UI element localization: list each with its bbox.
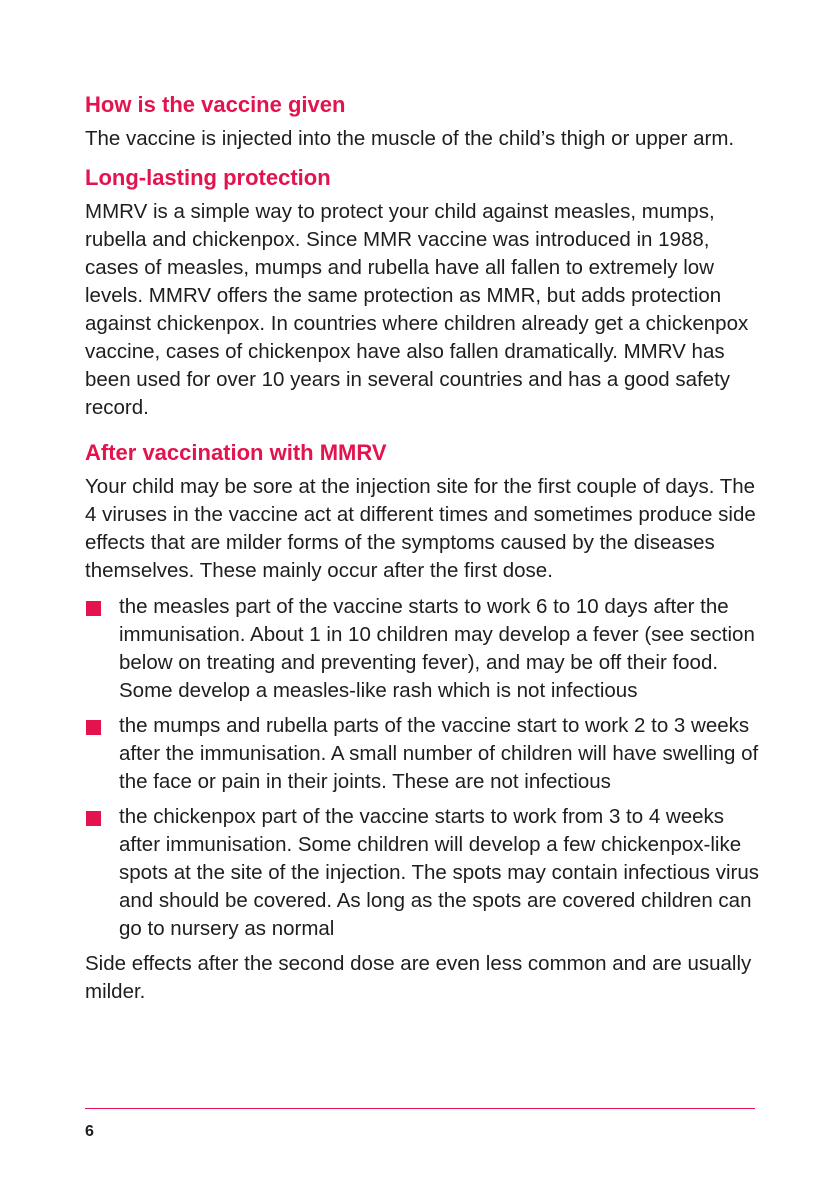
list-item-text: the chickenpox part of the vaccine starts to work from 3 to 4 weeks after immunisation. Some children will develop a few chickenpox-like spots at the site of the injection. The spots may contain infectious virus and should be covered. As long as the spots are covered children can go to nursery as normal [119, 805, 760, 940]
list-item [85, 803, 765, 943]
list-item-text: the measles part of the vaccine starts to work 6 to 10 days after the immunisation. About 1 in 10 children may develop a fever (see section below on treating and preventing fever), and may be off their food. Some develop a measles-like rash which is not infectious [119, 595, 755, 702]
heading-how-vaccine-given: How is the vaccine given [85, 92, 346, 117]
bullet-square-icon [86, 720, 101, 735]
list-item [85, 712, 765, 796]
list-item [85, 593, 765, 705]
paragraph-long-lasting-protection: MMRV is a simple way to protect your child against measles, mumps, rubella and chickenpox. Since MMR vaccine was introduced in 1988, cases of measles, mumps and rubella have all fallen to extremely low levels. MMRV offers the same protection as MMR, but adds protection against chickenpox. In countries where children already get a chickenpox vaccine, cases of chickenpox have also fallen dramatically. MMRV has been used for over 10 years in several countries and has a good safety record. [85, 200, 749, 419]
heading-long-lasting-protection: Long-lasting protection [85, 165, 331, 190]
page-content [85, 86, 765, 1006]
paragraph-second-dose: Side effects after the second dose are even less common and are usually milder. [85, 952, 752, 1003]
paragraph-after-vaccination: Your child may be sore at the injection site for the first couple of days. The 4 viruses in the vaccine act at different times and sometimes produce side effects that are milder forms of the symptoms caused by the diseases themselves. These mainly occur after the first dose. [85, 475, 756, 582]
side-effects-list [85, 593, 765, 943]
list-item-text: the mumps and rubella parts of the vaccine start to work 2 to 3 weeks after the immunisation. A small number of children will have swelling of the face or pain in their joints. These are not infectious [119, 714, 759, 793]
heading-after-vaccination: After vaccination with MMRV [85, 440, 387, 465]
paragraph-how-vaccine-given: The vaccine is injected into the muscle of the child’s thigh or upper arm. [85, 127, 735, 150]
bullet-square-icon [86, 811, 101, 826]
page-number: 6 [85, 1123, 94, 1140]
footer-divider [85, 1108, 755, 1109]
bullet-square-icon [86, 601, 101, 616]
